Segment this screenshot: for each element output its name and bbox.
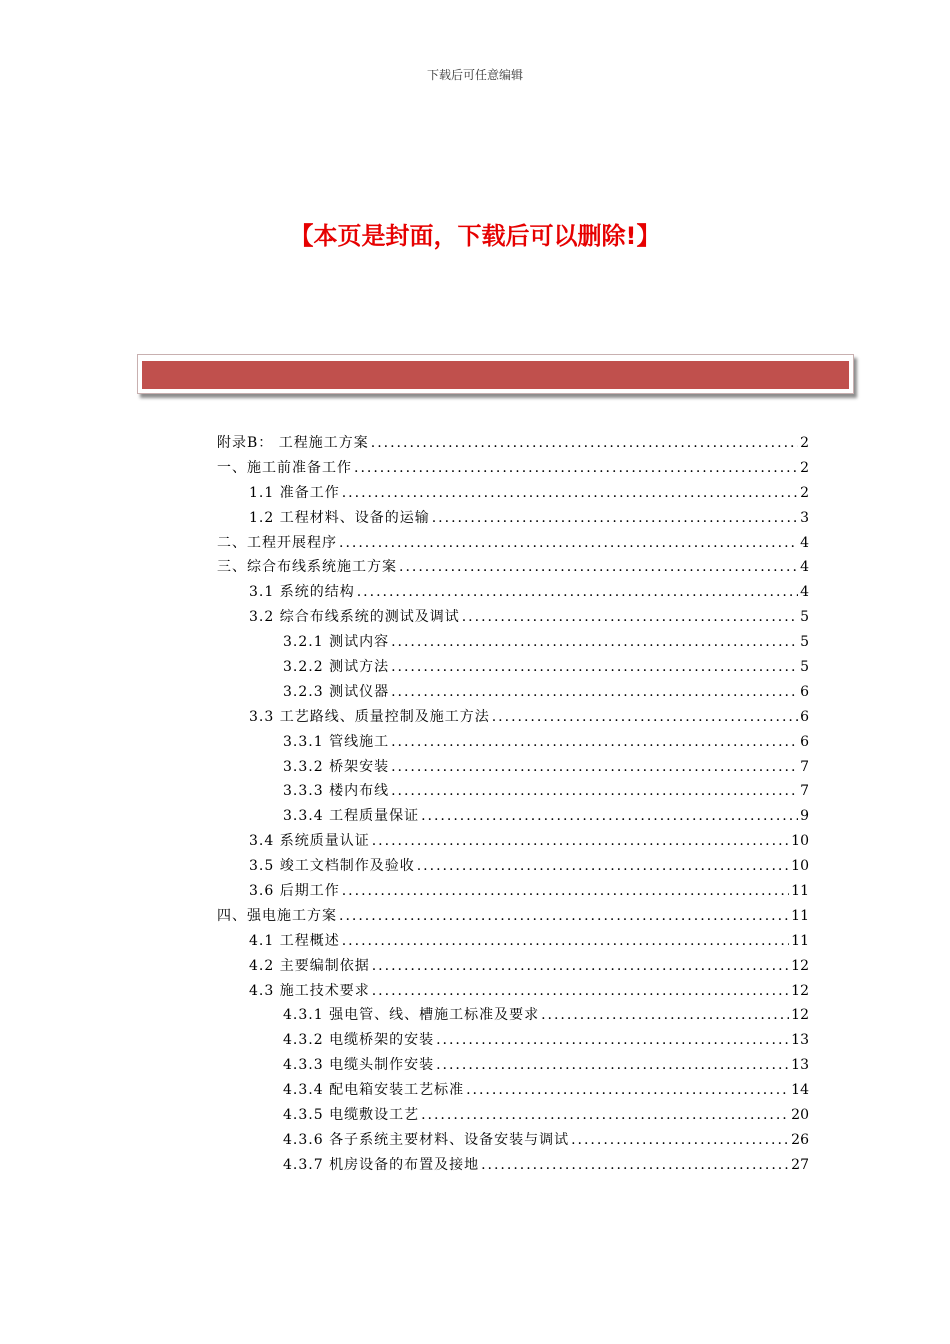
toc-entry[interactable] [217, 606, 809, 631]
toc-entry[interactable] [217, 905, 809, 930]
toc-entry-title: 3.3 工艺路线、质量控制及施工方法 [249, 708, 490, 725]
toc-entry-title: 3.3.2 桥架安装 [283, 758, 390, 775]
toc-entry-title: 3.2.3 测试仪器 [283, 683, 390, 700]
toc-entry-title: 4.3.6 各子系统主要材料、设备安装与调试 [283, 1131, 570, 1148]
toc-entry-title: 三、综合布线系统施工方案 [217, 559, 397, 576]
toc-entry-page: 2 [800, 435, 809, 451]
toc-entry[interactable] [217, 631, 809, 656]
toc-leader-dots [372, 833, 789, 849]
toc-leader-dots [421, 808, 798, 824]
toc-leader-dots [391, 783, 798, 799]
decorative-banner [137, 354, 854, 394]
toc-entry-page: 12 [791, 982, 809, 999]
header-note: 下载后可任意编辑 [426, 68, 523, 82]
toc-entry-title: 附录B： 工程施工方案 [217, 435, 369, 451]
toc-leader-dots [571, 1132, 789, 1148]
toc-entry-page: 14 [791, 1082, 809, 1099]
toc-entry[interactable] [217, 1004, 809, 1029]
toc-entry[interactable] [217, 930, 809, 955]
toc-entry-page: 4 [800, 584, 809, 601]
toc-entry-page: 10 [791, 833, 809, 850]
toc-entry-title: 3.4 系统质量认证 [249, 833, 370, 850]
toc-entry[interactable] [217, 681, 809, 706]
toc-leader-dots [391, 684, 798, 700]
toc-leader-dots [354, 460, 798, 476]
toc-leader-dots [421, 1107, 789, 1123]
toc-entry-page: 4 [800, 534, 809, 551]
toc-entry-page: 12 [791, 1007, 809, 1024]
toc-entry-title: 四、强电施工方案 [217, 907, 337, 924]
toc-entry-page: 2 [800, 484, 809, 501]
toc-entry-title: 4.3 施工技术要求 [249, 982, 370, 999]
toc-entry-page: 7 [800, 783, 809, 800]
toc-entry-page: 11 [791, 883, 809, 900]
toc-leader-dots [436, 1057, 789, 1073]
toc-entry[interactable] [217, 706, 809, 731]
toc-entry-page: 11 [791, 907, 809, 924]
toc-entry[interactable] [217, 1154, 809, 1179]
toc-entry-title: 4.3.3 电缆头制作安装 [283, 1057, 435, 1074]
toc-entry-title: 3.2.1 测试内容 [283, 634, 390, 651]
toc-entry[interactable] [217, 880, 809, 905]
toc-entry-page: 13 [791, 1032, 809, 1049]
toc-entry-title: 4.1 工程概述 [249, 932, 340, 949]
toc-entry[interactable] [217, 830, 809, 855]
toc-leader-dots [481, 1157, 789, 1173]
toc-entry[interactable] [217, 756, 809, 781]
toc-entry-page: 5 [800, 609, 809, 626]
toc-entry-title: 4.3.2 电缆桥架的安装 [283, 1032, 435, 1049]
toc-entry-page: 3 [800, 509, 809, 526]
toc-entry-page: 26 [791, 1131, 809, 1148]
toc-entry[interactable] [217, 1079, 809, 1104]
toc-entry-page: 13 [791, 1057, 809, 1074]
toc-entry-title: 1.2 工程材料、设备的运输 [249, 509, 430, 526]
toc-entry[interactable] [217, 731, 809, 756]
toc-entry[interactable] [217, 432, 809, 457]
toc-leader-dots [391, 634, 798, 650]
toc-entry-title: 3.1 系统的结构 [249, 584, 355, 601]
toc-entry[interactable] [217, 482, 809, 507]
toc-leader-dots [391, 659, 798, 675]
toc-entry-title: 4.3.4 配电箱安装工艺标准 [283, 1082, 465, 1099]
toc-entry-page: 11 [791, 932, 809, 949]
toc-entry-page: 9 [800, 808, 809, 825]
toc-entry-title: 3.3.4 工程质量保证 [283, 808, 420, 825]
toc-leader-dots [432, 510, 798, 526]
toc-leader-dots [492, 709, 798, 725]
toc-entry[interactable] [217, 507, 809, 532]
toc-leader-dots [357, 584, 798, 600]
toc-entry-title: 一、施工前准备工作 [217, 459, 352, 476]
toc-entry[interactable] [217, 656, 809, 681]
toc-leader-dots [417, 858, 789, 874]
toc-entry-page: 10 [791, 858, 809, 875]
toc-leader-dots [462, 609, 798, 625]
toc-entry-page: 5 [800, 659, 809, 676]
toc-entry[interactable] [217, 1129, 809, 1154]
banner-bar [142, 361, 849, 389]
toc-entry-page: 6 [800, 733, 809, 750]
toc-leader-dots [436, 1032, 789, 1048]
toc-entry-page: 6 [800, 708, 809, 725]
toc-leader-dots [541, 1007, 789, 1023]
toc-entry[interactable] [217, 556, 809, 581]
toc-entry-title: 3.2.2 测试方法 [283, 659, 390, 676]
toc-leader-dots [342, 485, 798, 501]
toc-leader-dots [372, 958, 789, 974]
toc-entry[interactable] [217, 1054, 809, 1079]
toc-entry-title: 3.6 后期工作 [249, 883, 340, 900]
toc-leader-dots [391, 734, 798, 750]
toc-leader-dots [372, 983, 789, 999]
toc-entry[interactable] [217, 457, 809, 482]
toc-entry-title: 4.3.5 电缆敷设工艺 [283, 1107, 420, 1124]
toc-entry[interactable] [217, 955, 809, 980]
toc-entry[interactable] [217, 1029, 809, 1054]
toc-entry-title: 3.5 竣工文档制作及验收 [249, 858, 415, 875]
toc-leader-dots [342, 933, 789, 949]
toc-leader-dots [391, 759, 798, 775]
toc-entry-title: 二、工程开展程序 [217, 534, 337, 551]
toc-entry[interactable] [217, 805, 809, 830]
toc-entry[interactable] [217, 780, 809, 805]
toc-entry[interactable] [217, 855, 809, 880]
cover-notice: 【本页是封面，下载后可以删除!】 [289, 222, 661, 250]
toc-leader-dots [399, 559, 798, 575]
toc-entry-page: 20 [791, 1107, 809, 1124]
toc-entry[interactable] [217, 980, 809, 1005]
toc-entry-page: 2 [800, 459, 809, 476]
toc-entry-title: 4.2 主要编制依据 [249, 957, 370, 974]
toc-entry-page: 4 [800, 559, 809, 576]
toc-entry-page: 27 [791, 1156, 809, 1173]
toc-entry-title: 4.3.1 强电管、线、槽施工标准及要求 [283, 1007, 540, 1024]
toc-entry-title: 3.3.1 管线施工 [283, 733, 390, 750]
toc-entry-title: 1.1 准备工作 [249, 484, 340, 501]
toc-entry-title: 4.3.7 机房设备的布置及接地 [283, 1156, 480, 1173]
toc-entry[interactable] [217, 581, 809, 606]
toc-entry-title: 3.2 综合布线系统的测试及调试 [249, 609, 460, 626]
table-of-contents [217, 432, 809, 1179]
toc-leader-dots [371, 435, 798, 451]
toc-entry-page: 5 [800, 634, 809, 651]
toc-leader-dots [339, 535, 798, 551]
toc-leader-dots [342, 883, 789, 899]
toc-entry-page: 6 [800, 683, 809, 700]
toc-entry-title: 3.3.3 楼内布线 [283, 783, 390, 800]
toc-leader-dots [339, 908, 789, 924]
toc-entry-page: 7 [800, 758, 809, 775]
toc-entry[interactable] [217, 532, 809, 557]
toc-leader-dots [466, 1082, 789, 1098]
toc-entry[interactable] [217, 1104, 809, 1129]
toc-entry-page: 12 [791, 957, 809, 974]
